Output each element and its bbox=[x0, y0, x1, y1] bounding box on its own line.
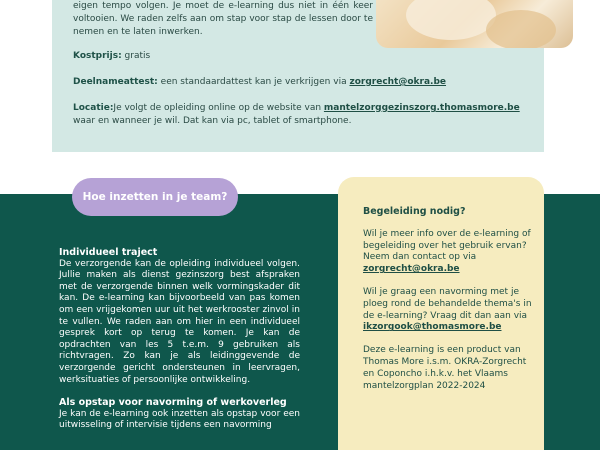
guidance-email-link-1[interactable]: zorgrecht@okra.be bbox=[363, 264, 460, 275]
certificate-email-link[interactable]: zorgrecht@okra.be bbox=[349, 77, 447, 87]
guidance-content bbox=[363, 206, 533, 392]
header-photo bbox=[376, 0, 573, 48]
photo-shape bbox=[406, 0, 496, 40]
guidance-text-1: Wil je meer info over de e-learning of begeleiding over het gebruik ervan? Neem dan contact op via bbox=[363, 228, 531, 263]
location-label: Locatie: bbox=[73, 103, 114, 113]
team-heading-pill bbox=[72, 178, 238, 216]
cost-label: Kostprijs: bbox=[73, 51, 122, 61]
guidance-text-2: Wil je graag een navorming met je ploeg rond de behandelde thema's in de e-learning? Vraag dit dan aan via bbox=[363, 286, 532, 321]
location-text-2: waar en wanneer je wil. Dat kan via pc, tablet of smartphone. bbox=[73, 116, 352, 126]
individual-text: De verzorgende kan de opleiding individueel volgen. Jullie maken als dienst gezinszorg best afspraken met de verzorgende binnen welk vormingskader dit kan. De e-learning kan bijvoorbeeld van pas komen om een vrijgekomen uur uit het werkrooster zinvol in te vullen. We raden aan om hier in een individueel gesprek kort op terug te komen. Je kan de opdrachten van les 5 t.e.m. 9 gebruiken als richtvragen. Zo kan je als leidinggevende de verzorgende gericht ondersteunen in leervragen, werksituaties of persoonlijke ontwikkeling. bbox=[59, 258, 300, 385]
cost-line bbox=[73, 50, 533, 63]
certificate-line bbox=[73, 76, 533, 89]
cost-value: gratis bbox=[124, 51, 151, 61]
location-text: Je volgt de opleiding online op de website van bbox=[113, 103, 322, 113]
certificate-text: een standaardattest kan je verkrijgen via bbox=[160, 77, 347, 87]
intro-text: eigen tempo volgen. Je moet de e-learning dus niet in één keer voltooien. We raden zelfs aan om stap voor stap de lessen door te nemen en te laten inwerken. bbox=[73, 1, 373, 37]
training-text: Je kan de e-learning ook inzetten als opstap voor een uitwisseling of intervisie tijdens een navorming bbox=[59, 408, 300, 431]
product-credit-text: Deze e-learning is een product van Thomas More i.s.m. OKRA-Zorgrecht en Coponcho i.h.k.v. het Vlaams mantelzorgplan 2022-2024 bbox=[363, 345, 527, 391]
location-line bbox=[73, 102, 533, 128]
guidance-title: Begeleiding nodig? bbox=[363, 206, 466, 217]
individual-heading: Individueel traject bbox=[59, 247, 158, 258]
photo-shape bbox=[486, 10, 556, 48]
usage-column bbox=[59, 247, 300, 432]
training-heading: Als opstap voor navorming of werkoverleg bbox=[59, 397, 287, 409]
certificate-label: Deelnameattest: bbox=[73, 77, 158, 87]
intro-paragraph bbox=[73, 0, 373, 39]
team-heading-text: Hoe inzetten in je team? bbox=[82, 191, 228, 203]
location-website-link[interactable]: mantelzorggezinszorg.thomasmore.be bbox=[323, 103, 520, 113]
guidance-email-link-2[interactable]: ikzorgook@thomasmore.be bbox=[363, 322, 502, 333]
